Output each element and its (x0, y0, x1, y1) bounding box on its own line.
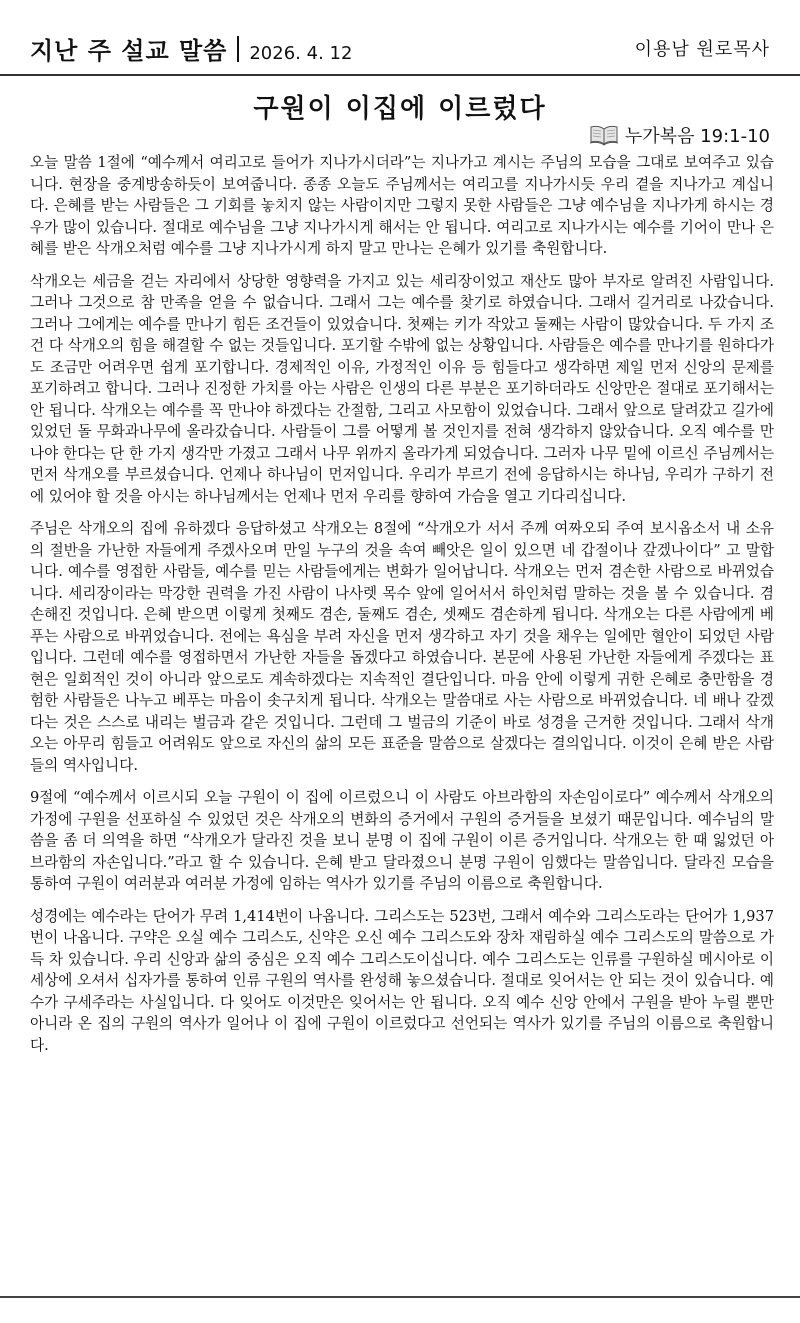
header-divider (237, 36, 239, 62)
sermon-date: 2026. 4. 12 (249, 42, 353, 64)
paragraph: 오늘 말씀 1절에 “예수께서 여리고로 들어가 지나가시더라”는 지나가고 계시는 주님의 모습을 그대로 보여주고 있습니다. 현장을 중계방송하듯이 보여줍니다. 종종 오늘도 주님께서는 여리고를 지나가시듯 우리 곁을 지나가고 계십니다. 은혜를 받는 사람들은 그 기회를 놓치지 않는 사람이지만 그렇지 못한 사람들은 그냥 예수님을 지나가게 하시는 경우가 많이 있습니다. 절대로 예수님을 그냥 지나가시게 해서는 안 됩니다. 여리고로 지나가시는 예수를 기어이 만나 은혜를 받은 삭개오처럼 예수를 그냥 지나가시게 하지 말고 만나는 은혜가 있기를 축원합니다. (30, 154, 774, 257)
paragraph: 성경에는 예수라는 단어가 무려 1,414번이 나옵니다. 그리스도는 523번, 그래서 예수와 그리스도라는 단어가 1,937번이 나옵니다. 구약은 오실 예수 그리스도, 신약은 오신 예수 그리스도와 장차 재림하실 예수 그리스도의 말씀으로 가득 차 있습니다. 우리 신앙과 삶의 중심은 오직 예수 그리스도이십니다. 예수 그리스도는 인류를 구원하실 메시아로 이 세상에 오셔서 십자가를 통하여 인류 구원의 역사를 완성해 놓으셨습니다. 절대로 잊어서는 안 되는 것이 있습니다. 예수가 구세주라는 사실입니다. 다 잊어도 이것만은 잊어서는 안 됩니다. 오직 예수 신앙 안에서 구원을 받아 누릴 뿐만 아니라 온 집의 구원의 역사가 일어나 이 집에 구원이 이르렀다고 선언되는 역사가 있기를 주님의 이름으로 축원합니다. (30, 907, 774, 1054)
bottom-divider (0, 1296, 800, 1298)
scripture-reference (589, 122, 770, 148)
open-book-icon (589, 124, 619, 146)
header-left (30, 31, 352, 66)
author-name: 이용남 원로목사 (634, 39, 770, 60)
sermon-title: 구원이 이집에 이르렀다 (253, 94, 547, 124)
top-divider (0, 74, 800, 76)
header (30, 28, 770, 68)
paragraph: 9절에 “예수께서 이르시되 오늘 구원이 이 집에 이르렀으니 이 사람도 아브라함의 자손임이로다” 예수께서 삭개오의 가정에 구원을 선포하실 수 있었던 것은 삭개오의 변화의 증거에서 구원의 증거들을 보셨기 때문입니다. 예수님의 말씀을 좀 더 의역을 하면 “삭개오가 달라진 것을 보니 분명 이 집에 구원이 이른 증거입니다. 삭개오는 한 때 잃었던 아브라함의 자손입니다.”라고 할 수 있습니다. 은혜 받고 달라졌으니 분명 구원이 임했다는 말씀입니다. 달라진 모습을 통하여 구원이 여러분과 여러분 가정에 임하는 역사가 있기를 주님의 이름으로 축원합니다. (30, 789, 774, 892)
sermon-body (30, 152, 774, 1067)
scripture-text: 누가복음 19:1-10 (624, 126, 770, 147)
paragraph: 주님은 삭개오의 집에 유하겠다 응답하셨고 삭개오는 8절에 “삭개오가 서서 주께 여짜오되 주여 보시옵소서 내 소유의 절반을 가난한 자들에게 주겠사오며 만일 누구의 것을 속여 빼앗은 일이 있으면 네 갑절이나 갚겠나이다” 고 말합니다. 예수를 영접한 사람들, 예수를 믿는 사람들에게는 변화가 일어납니다. 삭개오는 먼저 겸손한 사람으로 바뀌었습니다. 세리장이라는 막강한 권력을 가진 사람이 나사렛 목수 앞에 일어서서 하인처럼 말하는 것을 볼 수 있습니다. 겸손해진 것입니다. 은혜 받으면 이렇게 첫째도 겸손, 둘째도 겸손, 셋째도 겸손하게 됩니다. 삭개오는 다른 사람에게 베푸는 사람으로 바뀌었습니다. 전에는 욕심을 부려 자신을 먼저 생각하고 자기 것을 채우는 일에만 혈안이 되었던 사람입니다. 그런데 예수를 영접하면서 가난한 자들을 돕겠다고 하였습니다. 본문에 사용된 가난한 자들에게 주겠다는 표현은 일회적인 것이 아니라 앞으로도 계속하겠다는 지속적인 결단입니다. 마음 안에 이렇게 귀한 은혜로 충만함을 경험한 사람들은 나누고 베푸는 마음이 솟구치게 됩니다. 삭개오는 말씀대로 사는 사람으로 바뀌었습니다. 네 배나 갚겠다는 것은 스스로 내리는 벌금과 같은 것입니다. 그런데 그 벌금의 기준이 바로 성경을 근거한 것입니다. 그래서 삭개오는 아무리 힘들고 어려워도 앞으로 자신의 삶의 모든 표준을 말씀으로 살겠다는 결의입니다. 이것이 은혜 받은 사람들의 역사입니다. (30, 520, 774, 774)
paragraph: 삭개오는 세금을 걷는 자리에서 상당한 영향력을 가지고 있는 세리장이었고 재산도 많아 부자로 알려진 사람입니다. 그러나 그것으로 참 만족을 얻을 수 없습니다. 그래서 그는 예수를 찾기로 하였습니다. 그래서 길거리로 나갔습니다. 그러나 그에게는 예수를 만나기 힘든 조건들이 있었습니다. 첫째는 키가 작았고 둘째는 사람이 많았습니다. 두 가지 조건 다 삭개오의 힘을 해결할 수 없는 것들입니다. 포기할 수밖에 없는 상황입니다. 사람들은 예수를 만나기를 원하다가도 조금만 어려우면 쉽게 포기합니다. 경제적인 이유, 가정적인 이유 등 힘들다고 생각하면 제일 먼저 신앙의 문제를 포기하려고 합니다. 그러나 진정한 가치를 아는 사람은 인생의 다른 부분은 포기하더라도 신앙만은 절대로 포기해서는 안 됩니다. 삭개오는 예수를 꼭 만나야 하겠다는 간절함, 그리고 사모함이 있었습니다. 그래서 앞으로 달려갔고 길가에 있었던 돌 무화과나무에 올라갔습니다. 사람들이 그를 어떻게 볼 것인지를 전혀 생각하지 않았습니다. 오직 예수를 만나야 한다는 단 한 가지 생각만 가졌고 그래서 나무 위까지 올라가게 되었습니다. 그러자 나무 밑에 이르신 주님께서는 먼저 삭개오를 부르셨습니다. 언제나 하나님이 먼저입니다. 우리가 부르기 전에 응답하시는 하나님, 우리가 구하기 전에 있어야 할 것을 아시는 하나님께서는 언제나 먼저 우리를 향하여 가슴을 열고 기다리십니다. (30, 272, 774, 505)
section-title: 지난 주 설교 말씀 (30, 36, 228, 65)
